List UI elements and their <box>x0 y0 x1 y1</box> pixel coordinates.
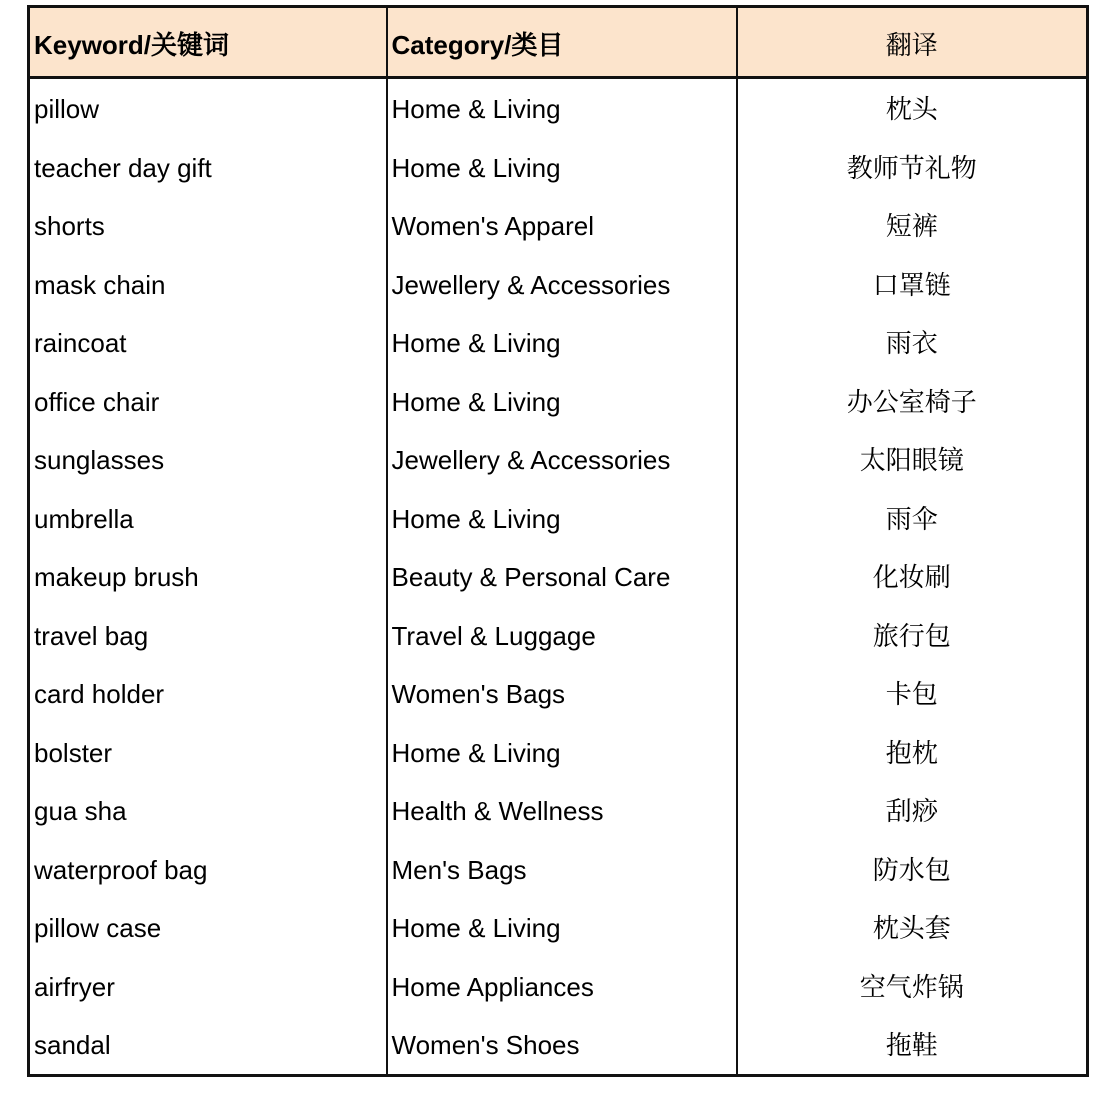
header-category: Category/类目 <box>387 7 737 78</box>
table-row <box>29 78 1088 138</box>
keyword-table <box>27 5 1089 1077</box>
translation-cell: 雨伞 <box>737 489 1088 548</box>
translation-cell: 教师节礼物 <box>737 138 1088 197</box>
header-row <box>29 7 1088 78</box>
keyword-cell: travel bag <box>29 606 387 665</box>
table-row <box>29 606 1088 665</box>
keyword-cell: office chair <box>29 372 387 431</box>
header-keyword: Keyword/关键词 <box>29 7 387 78</box>
translation-cell: 太阳眼镜 <box>737 430 1088 489</box>
keyword-cell: pillow case <box>29 898 387 957</box>
category-cell: Home & Living <box>387 898 737 957</box>
translation-cell: 枕头套 <box>737 898 1088 957</box>
translation-cell: 雨衣 <box>737 313 1088 372</box>
translation-cell: 拖鞋 <box>737 1015 1088 1075</box>
table-row <box>29 313 1088 372</box>
category-cell: Beauty & Personal Care <box>387 547 737 606</box>
translation-cell: 口罩链 <box>737 255 1088 314</box>
translation-cell: 化妆刷 <box>737 547 1088 606</box>
translation-cell: 空气炸锅 <box>737 957 1088 1016</box>
keyword-cell: card holder <box>29 664 387 723</box>
category-cell: Jewellery & Accessories <box>387 430 737 489</box>
table-row <box>29 898 1088 957</box>
category-cell: Home & Living <box>387 78 737 138</box>
category-cell: Home & Living <box>387 313 737 372</box>
table-body <box>29 78 1088 1076</box>
translation-cell: 短裤 <box>737 196 1088 255</box>
translation-cell: 旅行包 <box>737 606 1088 665</box>
table-row <box>29 196 1088 255</box>
table-row <box>29 1015 1088 1075</box>
category-cell: Home & Living <box>387 372 737 431</box>
keyword-cell: mask chain <box>29 255 387 314</box>
keyword-cell: gua sha <box>29 781 387 840</box>
table-row <box>29 547 1088 606</box>
keyword-cell: waterproof bag <box>29 840 387 899</box>
keyword-cell: pillow <box>29 78 387 138</box>
category-cell: Home & Living <box>387 138 737 197</box>
category-cell: Travel & Luggage <box>387 606 737 665</box>
category-cell: Women's Shoes <box>387 1015 737 1075</box>
keyword-cell: airfryer <box>29 957 387 1016</box>
category-cell: Men's Bags <box>387 840 737 899</box>
category-cell: Women's Apparel <box>387 196 737 255</box>
table-row <box>29 840 1088 899</box>
category-cell: Jewellery & Accessories <box>387 255 737 314</box>
category-cell: Home & Living <box>387 723 737 782</box>
table-row <box>29 255 1088 314</box>
table-row <box>29 430 1088 489</box>
translation-cell: 枕头 <box>737 78 1088 138</box>
table-row <box>29 723 1088 782</box>
table-row <box>29 664 1088 723</box>
keyword-cell: sunglasses <box>29 430 387 489</box>
table-row <box>29 138 1088 197</box>
translation-cell: 办公室椅子 <box>737 372 1088 431</box>
keyword-cell: raincoat <box>29 313 387 372</box>
table-row <box>29 781 1088 840</box>
table-row <box>29 372 1088 431</box>
table-header <box>29 7 1088 78</box>
translation-cell: 刮痧 <box>737 781 1088 840</box>
translation-cell: 卡包 <box>737 664 1088 723</box>
category-cell: Home & Living <box>387 489 737 548</box>
category-cell: Health & Wellness <box>387 781 737 840</box>
translation-cell: 抱枕 <box>737 723 1088 782</box>
keyword-cell: shorts <box>29 196 387 255</box>
keyword-cell: teacher day gift <box>29 138 387 197</box>
keyword-cell: umbrella <box>29 489 387 548</box>
category-cell: Home Appliances <box>387 957 737 1016</box>
header-translation: 翻译 <box>737 7 1088 78</box>
keyword-cell: sandal <box>29 1015 387 1075</box>
table-row <box>29 489 1088 548</box>
category-cell: Women's Bags <box>387 664 737 723</box>
keyword-cell: makeup brush <box>29 547 387 606</box>
table-row <box>29 957 1088 1016</box>
keyword-cell: bolster <box>29 723 387 782</box>
translation-cell: 防水包 <box>737 840 1088 899</box>
